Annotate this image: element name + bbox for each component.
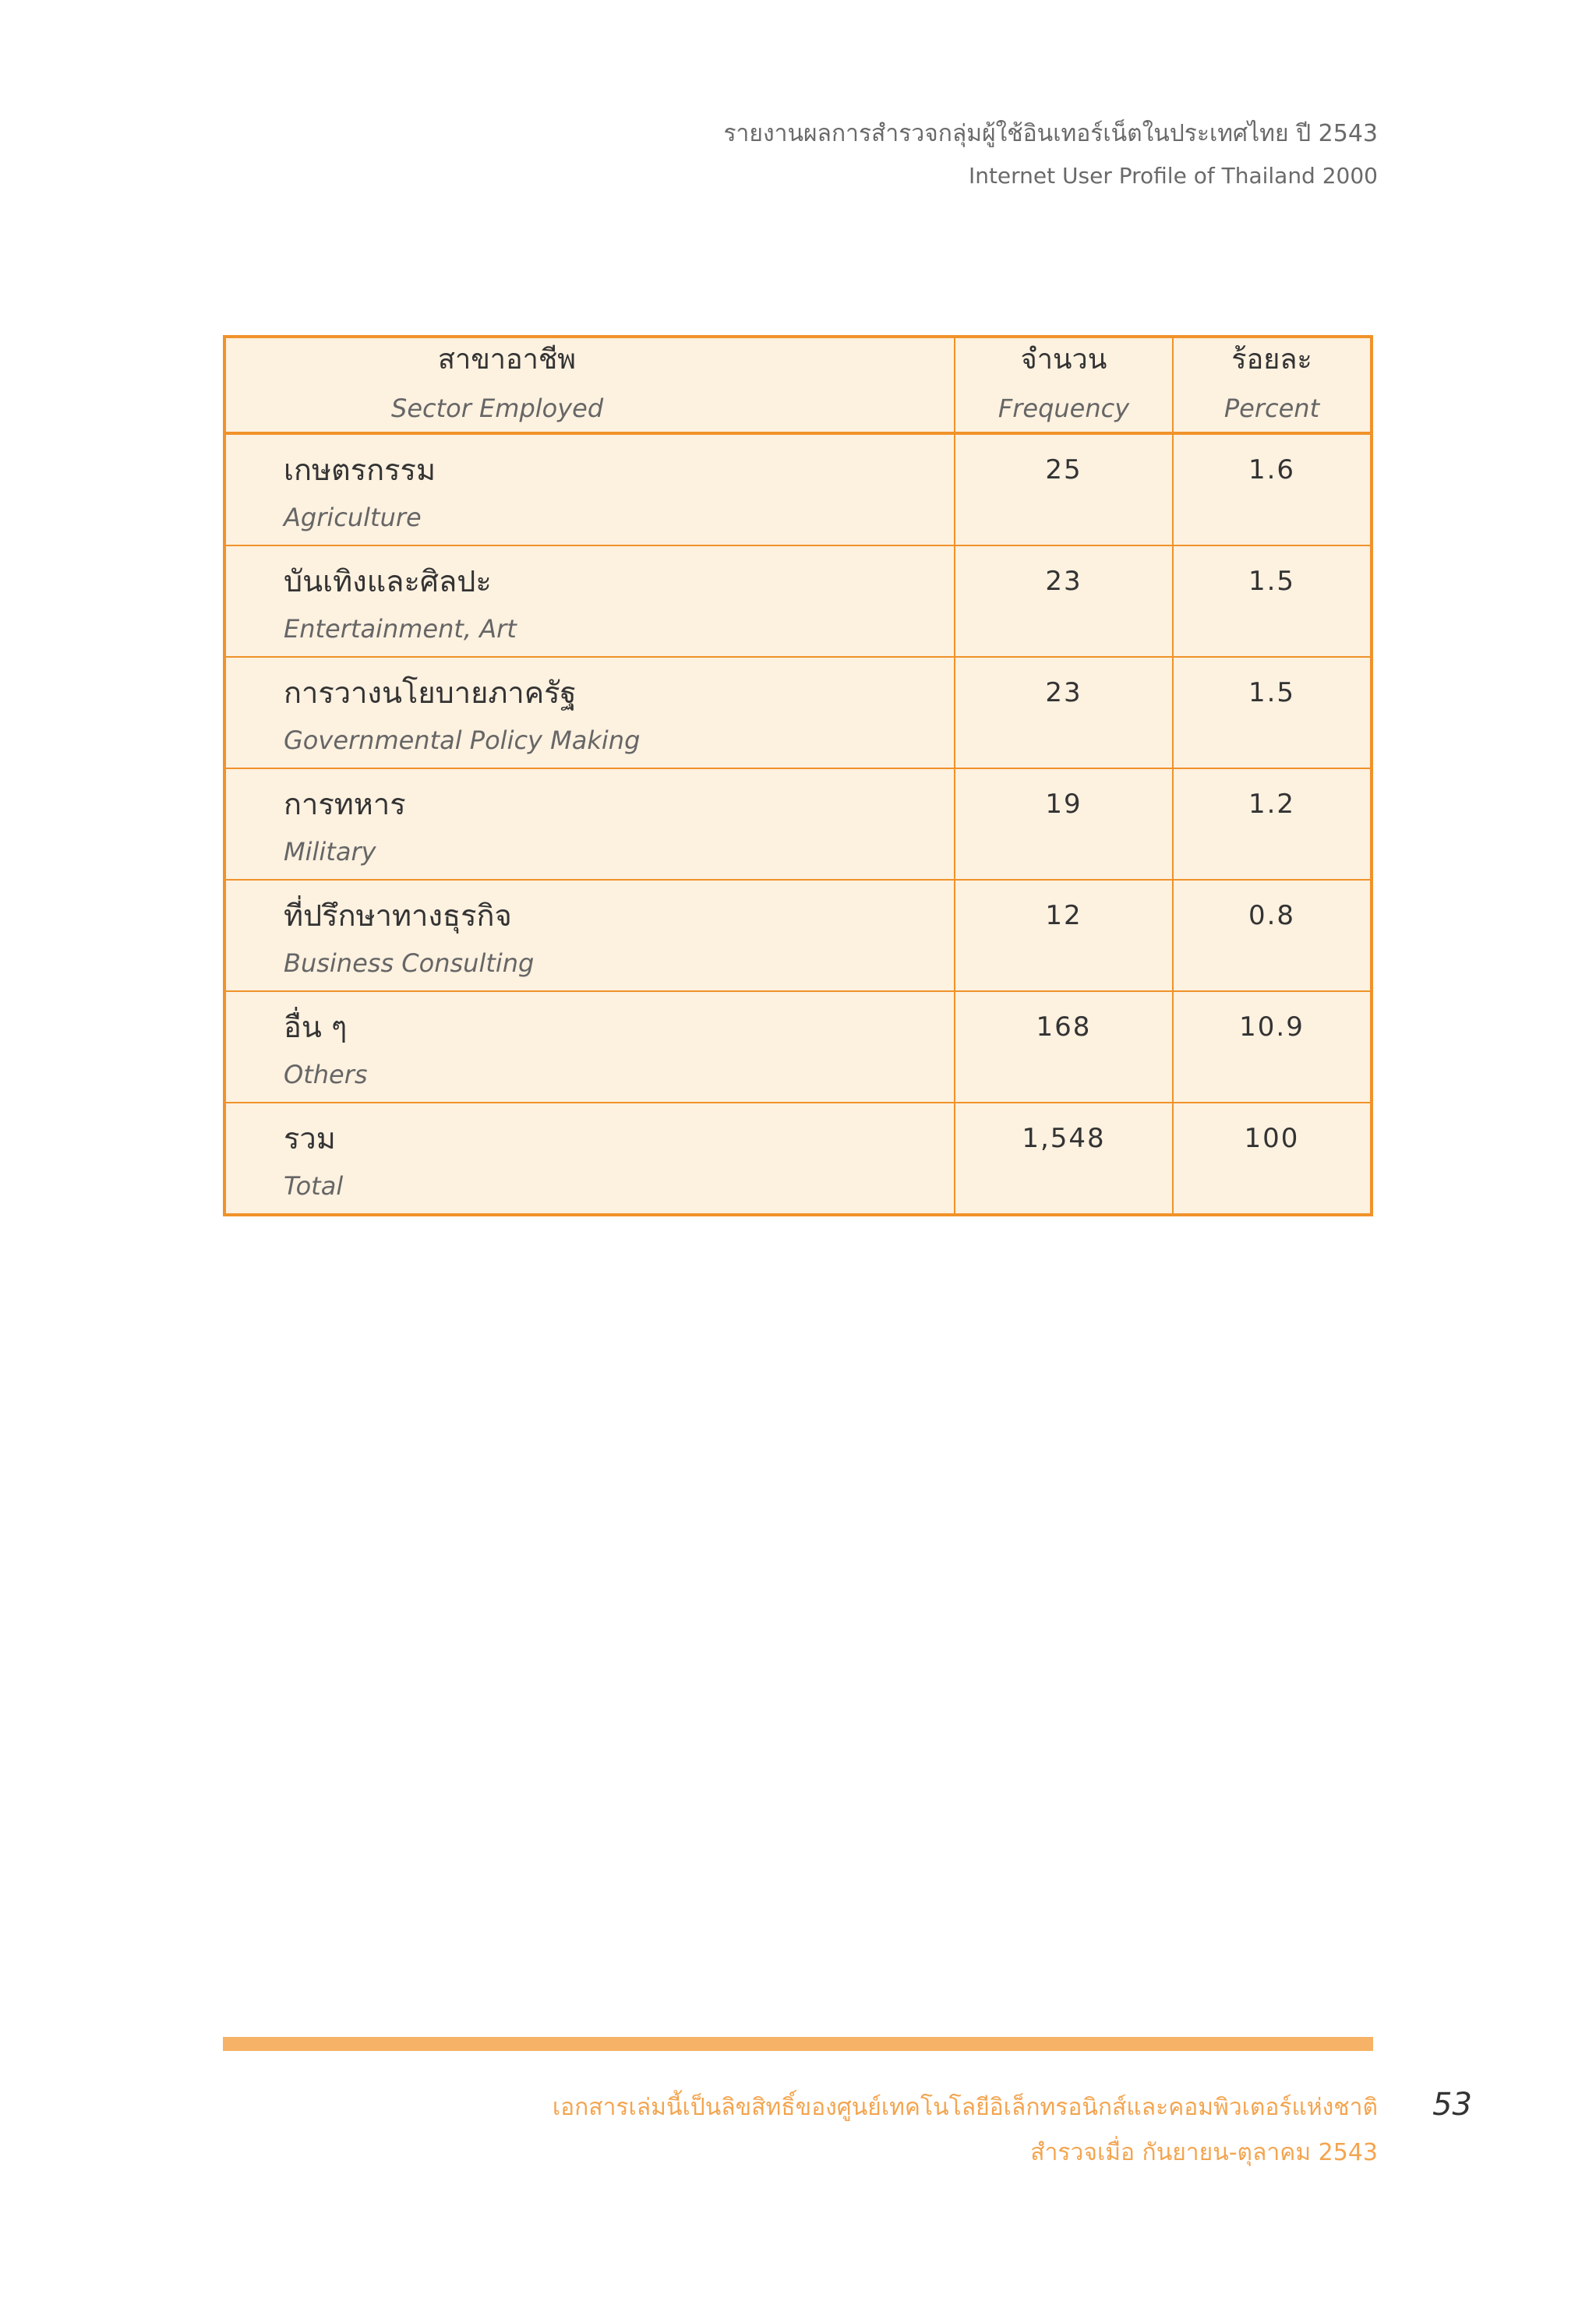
frequency-cell xyxy=(954,435,1172,545)
column-header-percent xyxy=(1172,338,1370,432)
sector-cell xyxy=(226,658,954,768)
percent-cell xyxy=(1172,881,1370,990)
percent-value: 100 xyxy=(1244,1123,1300,1154)
table-row xyxy=(226,990,1370,1102)
sector-cell xyxy=(226,992,954,1102)
percent-cell xyxy=(1172,992,1370,1102)
footer-copyright: เอกสารเล่มนี้เป็นลิขสิทธิ์ของศูนย์เทคโนโลยีอิเล็กทรอนิกส์และคอมพิวเตอร์แห่งชาติ xyxy=(552,2094,1378,2121)
header-title-thai: รายงานผลการสำรวจกลุ่มผู้ใช้อินเทอร์เน็ตในประเทศไทย ปี 2543 xyxy=(723,120,1378,147)
sector-name-th: อื่น ๆ xyxy=(284,1010,348,1044)
sector-cell xyxy=(226,1103,954,1213)
table-row xyxy=(226,433,1370,545)
percent-value: 0.8 xyxy=(1248,900,1296,931)
frequency-cell xyxy=(954,881,1172,990)
sector-name-th: รวม xyxy=(284,1121,336,1156)
table-row xyxy=(226,879,1370,990)
sector-name-en: Others xyxy=(284,1060,368,1089)
header-title-english: Internet User Profile of Thailand 2000 xyxy=(968,163,1378,189)
sector-name-en: Entertainment, Art xyxy=(284,614,517,644)
frequency-value: 12 xyxy=(1045,900,1082,931)
sector-employed-table xyxy=(223,335,1373,1216)
percent-value: 10.9 xyxy=(1239,1011,1305,1043)
page-header xyxy=(723,115,1378,195)
sector-name-en: Business Consulting xyxy=(284,948,535,978)
percent-value: 1.6 xyxy=(1248,454,1296,485)
column-header-percent-en: Percent xyxy=(1223,394,1320,423)
table-row xyxy=(226,545,1370,656)
frequency-cell xyxy=(954,769,1172,879)
table-row-total xyxy=(226,1102,1370,1213)
frequency-value: 19 xyxy=(1045,789,1082,820)
frequency-cell xyxy=(954,546,1172,656)
page-number: 53 xyxy=(1432,2087,1472,2123)
footer-survey-date: สำรวจเมื่อ กันยายน-ตุลาคม 2543 xyxy=(1030,2139,1378,2166)
sector-name-th: ที่ปรึกษาทางธุรกิจ xyxy=(284,898,512,933)
table-row xyxy=(226,768,1370,879)
frequency-cell xyxy=(954,658,1172,768)
sector-name-th: การทหาร xyxy=(284,787,406,821)
frequency-value: 23 xyxy=(1045,677,1082,708)
sector-name-th: บันเทิงและศิลปะ xyxy=(284,564,492,598)
frequency-cell xyxy=(954,1103,1172,1213)
column-header-sector xyxy=(226,338,954,432)
sector-cell xyxy=(226,435,954,545)
column-header-frequency-th: จำนวน xyxy=(1020,344,1107,376)
sector-name-th: เกษตรกรรม xyxy=(284,453,436,487)
sector-name-en: Total xyxy=(284,1171,344,1201)
sector-name-en: Governmental Policy Making xyxy=(284,725,641,755)
percent-value: 1.2 xyxy=(1248,789,1296,820)
sector-name-en: Military xyxy=(284,837,376,867)
sector-name-th: การวางนโยบายภาครัฐ xyxy=(284,676,577,710)
column-header-frequency-en: Frequency xyxy=(998,394,1130,423)
column-header-sector-th: สาขาอาชีพ xyxy=(438,344,577,376)
frequency-value: 168 xyxy=(1036,1011,1092,1043)
percent-cell xyxy=(1172,435,1370,545)
sector-cell xyxy=(226,546,954,656)
page-footer xyxy=(553,2088,1378,2173)
frequency-value: 23 xyxy=(1045,566,1082,597)
percent-cell xyxy=(1172,546,1370,656)
sector-cell xyxy=(226,769,954,879)
percent-cell xyxy=(1172,658,1370,768)
frequency-cell xyxy=(954,992,1172,1102)
sector-cell xyxy=(226,881,954,990)
column-header-percent-th: ร้อยละ xyxy=(1231,344,1312,376)
frequency-value: 1,548 xyxy=(1022,1123,1106,1154)
percent-value: 1.5 xyxy=(1248,677,1296,708)
percent-cell xyxy=(1172,769,1370,879)
column-header-sector-en: Sector Employed xyxy=(391,394,604,423)
table-header-row xyxy=(226,338,1370,433)
table-row xyxy=(226,656,1370,768)
percent-cell xyxy=(1172,1103,1370,1213)
percent-value: 1.5 xyxy=(1248,566,1296,597)
column-header-frequency xyxy=(954,338,1172,432)
sector-name-en: Agriculture xyxy=(284,503,422,532)
frequency-value: 25 xyxy=(1045,454,1082,485)
footer-divider-bar xyxy=(223,2037,1373,2051)
